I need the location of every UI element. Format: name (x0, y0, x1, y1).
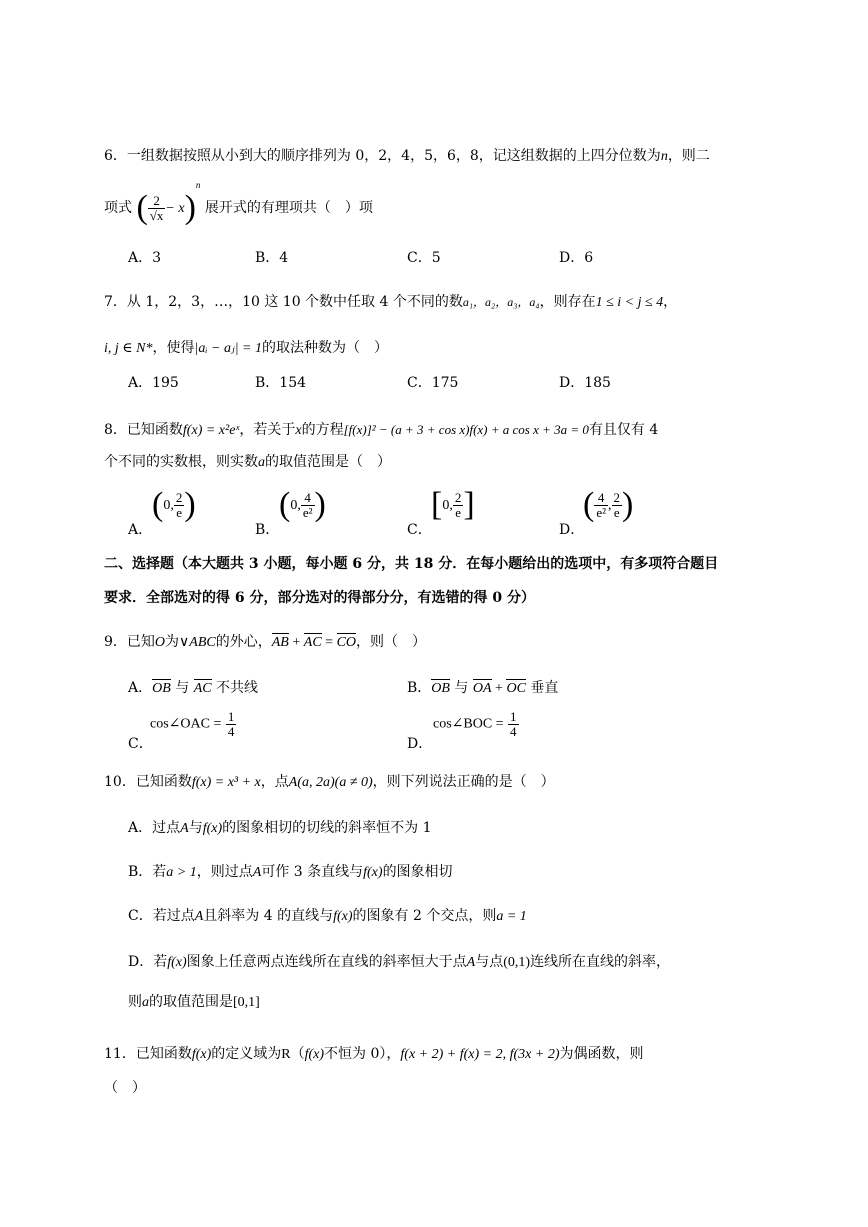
q10-option-a[interactable]: A．过点A与f(x)的图象相切的切线的斜率恒不为 1 (128, 820, 432, 836)
q8-option-b-label: B． (255, 522, 280, 538)
q9-equals: = (321, 635, 337, 650)
q7-text-end: ， (663, 294, 678, 310)
section2-header-line2: 要求．全部选对的得 6 分，部分选对的得部分分，有选错的得 0 分） (104, 590, 535, 606)
q7-line1 (104, 292, 677, 313)
q7-line2 (104, 338, 388, 359)
q11-R: R (281, 1047, 291, 1062)
q10-text: 10．已知函数 (104, 774, 192, 790)
q6-question: 展开式的有理项共（ ）项 (204, 200, 373, 216)
q10-option-d[interactable]: D．若f(x)图象上任意两点连线所在直线的斜率恒大于点A与点(0,1)连线所在直线的斜率， (128, 954, 671, 970)
q6-frac-num: 2 (148, 194, 166, 209)
q10-option-d-line2: 则a的取值范围是[0,1] (128, 994, 260, 1010)
q8-x: x (295, 423, 302, 438)
q6-exponent: n (195, 180, 201, 191)
q11-condition: f(x + 2) + f(x) = 2, f(3x + 2) (400, 1047, 560, 1062)
q8-question: 的取值范围是（ ） (265, 454, 391, 470)
section2-header-line1: 二、选择题（本大题共 3 小题，每小题 6 分，共 18 分．在每小题给出的选项中，有多项符合题目 (104, 556, 719, 572)
q6-option-d[interactable]: D．6 (559, 250, 594, 266)
q8-text-end: 有且仅有 4 (588, 422, 659, 438)
q10-function: f(x) = x³ + x (191, 775, 261, 790)
q8-option-c-expr: [0, $\frac{2}{e}$ ] (431, 486, 475, 523)
q7-index-set: i, j ∈ N* (104, 341, 153, 356)
q6-line1 (104, 146, 710, 167)
q9-text: 9．已知 (104, 634, 155, 650)
q7-question: 的取法种数为（ ） (262, 340, 388, 356)
q6-text-end: ，则二 (667, 148, 710, 164)
q8-option-d-expr: ( $\frac{4}{\text{e²}}$ , $\frac{2}{e}$ ) (583, 486, 634, 523)
q11-f2: f(x) (304, 1047, 325, 1062)
q10-option-c[interactable]: C．若过点A且斜率为 4 的直线与f(x)的图象有 2 个交点，则a = 1 (128, 908, 527, 924)
q9-question: ，则（ ） (356, 634, 427, 650)
q11-answer-blank: （ ） (104, 1080, 146, 1096)
q7-option-c[interactable]: C．175 (407, 375, 459, 391)
q9-option-b[interactable]: B．OB 与 OA + OC 垂直 (407, 680, 559, 696)
q10-question: ，则下列说法正确的是（ ） (372, 774, 555, 790)
q6-minus-x: − x (165, 201, 185, 216)
q7-text-mid: ，则存在 (539, 294, 596, 310)
q9-plus: + (288, 635, 304, 650)
q7-option-b[interactable]: B．154 (255, 375, 307, 391)
q7-option-a[interactable]: A．195 (128, 375, 179, 391)
q6-n: n (660, 149, 668, 164)
q8-function: f(x) = x²eˣ (182, 423, 240, 438)
q8-line1 (104, 420, 658, 441)
q8-text-mid2: 的方程 (301, 422, 344, 438)
q11-text-mid: 的定义域为 (211, 1046, 282, 1062)
q11-f: f(x) (191, 1047, 212, 1062)
q8-equation: [f(x)]² − (a + 3 + cos x)f(x) + a cos x + 3a = 0 (343, 422, 589, 437)
q8-text2: 个不同的实数根，则实数 (104, 454, 258, 470)
q6-option-a[interactable]: A．3 (128, 250, 162, 266)
q8-option-b-expr: (0, $\frac{4}{\text{e²}}$ ) (279, 486, 326, 523)
q6-frac-den: √x (149, 207, 164, 223)
q6-option-b[interactable]: B．4 (255, 250, 289, 266)
q8-text-mid: ，若关于 (239, 422, 296, 438)
q9-triangle: ∨ABC (179, 635, 216, 650)
q8-line2 (104, 452, 391, 473)
q6-option-c[interactable]: C．5 (407, 250, 441, 266)
q9-text-mid2: 的外心， (215, 634, 272, 650)
q6-binomial-expr: ( $\frac{2}{√x}$ − x)$^n$ (136, 180, 201, 226)
q9-stem (104, 632, 426, 653)
q9-text-mid: 为 (165, 634, 180, 650)
q6-binomial-label: 项式 (104, 200, 132, 216)
q10-point: A(a, 2a)(a ≠ 0) (288, 775, 373, 790)
q10-text-mid: ，点 (260, 774, 289, 790)
q9-vec-ac: AC (303, 635, 322, 650)
q11-text: 11．已知函数 (104, 1046, 192, 1062)
q7-vars: a₁，a₂，a₃，a₄ (462, 295, 540, 309)
q9-vec-co: CO (336, 635, 357, 650)
q8-option-a-label: A． (128, 522, 153, 538)
exam-page: 6．一组数据按照从小到大的顺序排列为 0，2，4，5，6，8，记这组数据的上四分位数为n，则二 项式 ( $\frac{2}{√x}$ − x)$^n$ 展开式的有理项共（ ）项 A．3 B．4 C．5 D．6 7．从 1，2，3，…，10 这 10 个数中任取 4 个不同的数a₁，a₂，a₃，a₄，则存在1 ≤ i < j ≤ 4， i, j ∈ N*，使得|aᵢ − aⱼ| = 1的取法种数为（ ） A．195 B．154 C．175 D．185 8．已知函数f(x) = x²eˣ，若关于x的方程[f(x)]² − (a + 3 + cos x)f(x) + a cos x + 3a = 0有且仅有 4 个不同的实数根，则实数a的取值范围是（ ） A． (0, $\frac{2}{e}$ ) B． (0, $\frac{4}{\text{e²}}$ ) C． [0, $\frac{2}{e}$ ] D． ( $\frac{4}{\text{e²}}$ , $\frac{2}{e}$ ) 二、选择题（本大题共 3 小题，每小题 6 分，共 18 分．在每小题给出的选项中，有多项符合题目 要求．全部选对的得 6 分，部分选对的得部分分，有选错的得 0 分） 9．已知O为∨ABC的外心，AB + AC = CO，则（ ） A．OB 与 AC 不共线 B．OB 与 OA + OC 垂直 C． cos∠OAC = $\frac{1}{4}$ D． cos∠BOC = $\frac{1}{4}$ 10．已知函数f(x) = x³ + x，点A(a, 2a)(a ≠ 0)，则下列说法正确的是（ ） A．过点A与f(x)的图象相切的切线的斜率恒不为 1 B．若a > 1，则过点A可作 3 条直线与f(x)的图象相切 C．若过点A且斜率为 4 的直线与f(x)的图象有 2 个交点，则a = 1 D．若f(x)图象上任意两点连线所在直线的斜率恒大于点A与点(0,1)连线所在直线的斜率， 则a的取值范围是[0,1] 11．已知函数f(x)的定义域为R（f(x)不恒为 0），f(x + 2) + f(x) = 2, f(3x + 2)为偶函数，则 （ ） (104, 148, 719, 1096)
q9-option-a[interactable]: A．OB 与 AC 不共线 (128, 680, 259, 696)
q7-text-mid2: ，使得 (152, 340, 195, 356)
q8-text: 8．已知函数 (104, 422, 183, 438)
q7-option-d[interactable]: D．185 (559, 375, 611, 391)
q8-option-a-expr: (0, $\frac{2}{e}$ ) (152, 486, 196, 523)
q10-option-b[interactable]: B．若a > 1，则过点A可作 3 条直线与f(x)的图象相切 (128, 864, 453, 880)
q7-condition: 1 ≤ i < j ≤ 4 (595, 295, 664, 310)
q6-line2 (104, 180, 373, 232)
q7-abs-expr: |aᵢ − aⱼ| = 1 (194, 341, 262, 356)
q10-stem (104, 772, 555, 793)
q8-a: a (258, 455, 265, 470)
q11-stem: 11．已知函数f(x)的定义域为R（f(x)不恒为 0），f(x + 2) + f(x) = 2, f(3x + 2)为偶函数，则 (104, 1046, 644, 1062)
q9-vec-ab: AB (271, 635, 289, 650)
q11-text-end: 为偶函数，则 (559, 1046, 644, 1062)
q9-O: O (154, 635, 166, 650)
q8-option-c-label: C． (407, 522, 432, 538)
q8-option-d-label: D． (559, 522, 585, 538)
q6-text: 6．一组数据按照从小到大的顺序排列为 0，2，4，5，6，8，记这组数据的上四分位数为 (104, 148, 661, 164)
q7-text: 7．从 1，2，3，…，10 这 10 个数中任取 4 个不同的数 (104, 294, 463, 310)
